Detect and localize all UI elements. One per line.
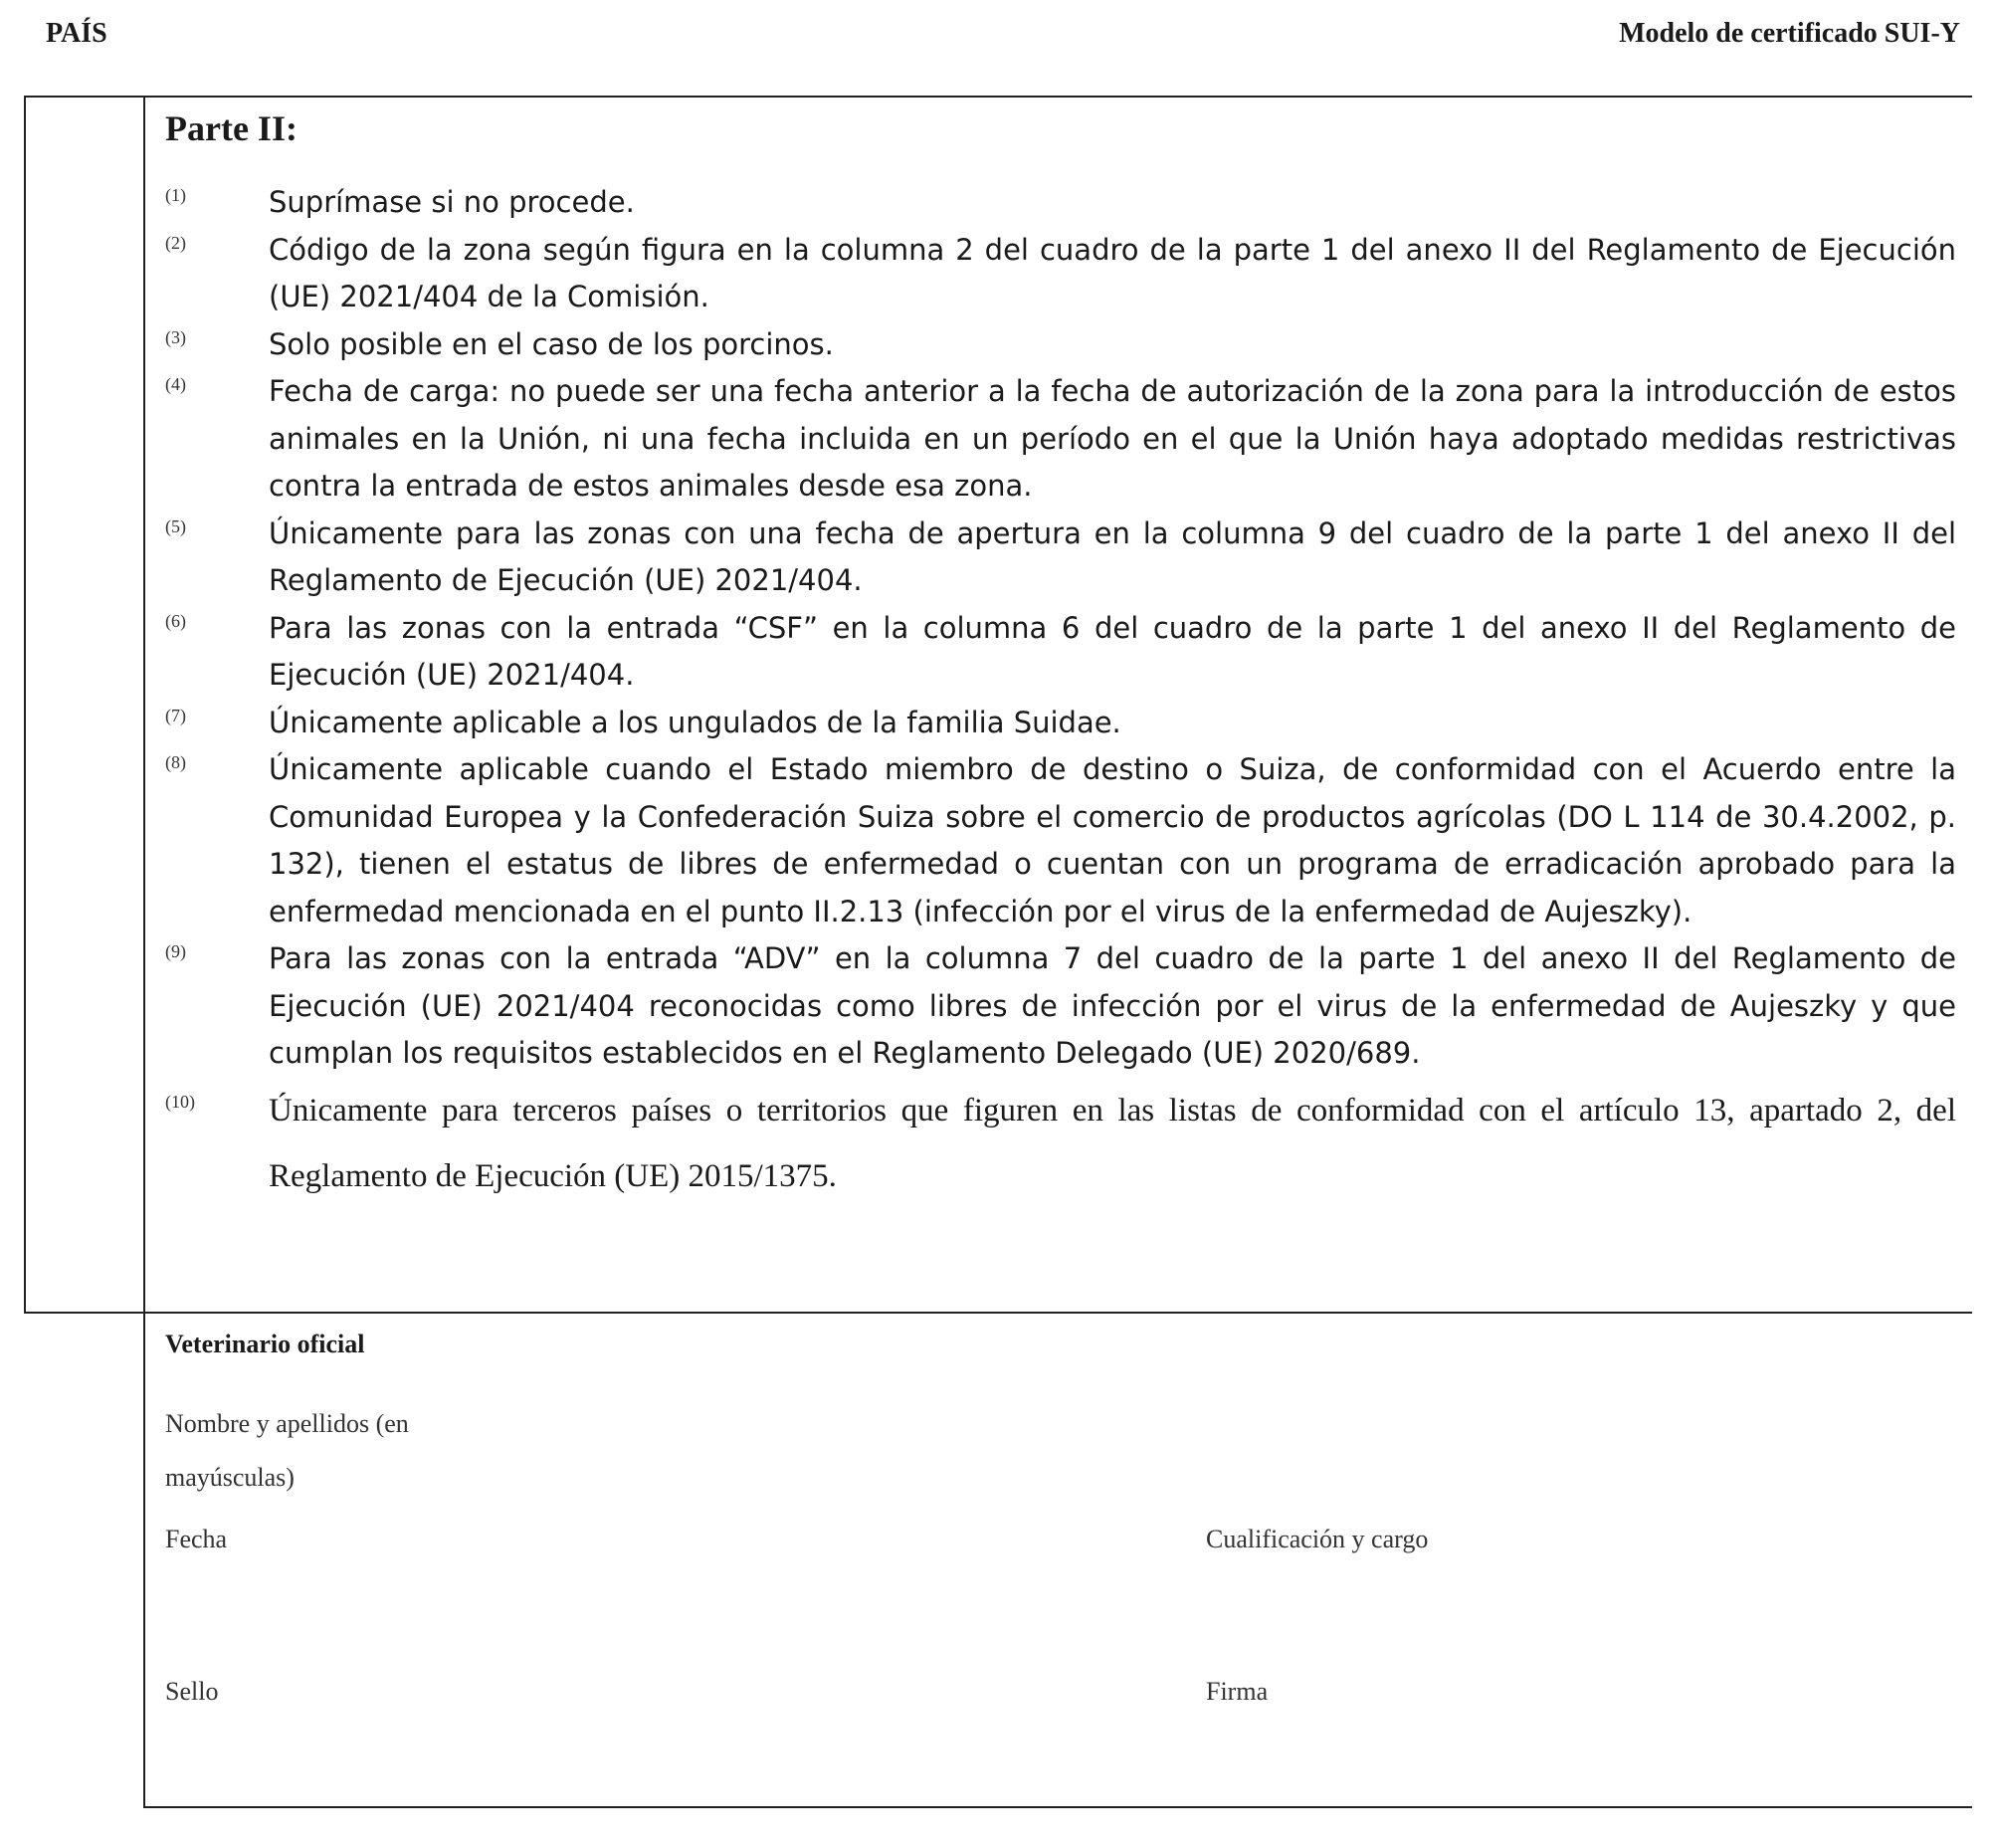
notes-list (165, 179, 1956, 1209)
note-item (165, 368, 1956, 511)
note-text: Para las zonas con la entrada “CSF” en la columna 6 del cuadro de la parte 1 del anexo II del Reglamento de Ejecución (UE) 2021/404. (269, 610, 1956, 692)
country-label: PAÍS (46, 18, 107, 49)
official-vet-frame (143, 1314, 1972, 1808)
note-item (165, 321, 1956, 369)
note-number: (5) (165, 515, 186, 536)
note-number: (3) (165, 326, 186, 347)
note-text: Solo posible en el caso de los porcinos. (269, 326, 834, 361)
note-text: Código de la zona según figura en la columna 2 del cuadro de la parte 1 del anexo II del Reglamento de Ejecución (UE) 2021/404 de la Comisión. (269, 232, 1956, 313)
note-text: Únicamente aplicable a los ungulados de la familia Suidae. (269, 705, 1121, 739)
note-item (165, 935, 1956, 1078)
note-item (165, 605, 1956, 700)
note-text: Únicamente aplicable cuando el Estado miembro de destino o Suiza, de conformidad con el Acuerdo entre la Comunidad Europea y la Confederación Suiza sobre el comercio de productos agrícolas (DO L 114 de 30.4.2002, p. 132), tienen el estatus de libres de enfermedad o cuentan con un programa de erradicación aprobado para la enfermedad mencionada en el punto II.2.13 (infección por el virus de la enfermedad de Aujeszky). (269, 752, 1956, 928)
qualification-label: Cualificación y cargo (1206, 1525, 1429, 1553)
note-item (165, 746, 1956, 935)
part-title: Parte II: (165, 108, 298, 148)
date-label: Fecha (165, 1525, 228, 1553)
note-number: (10) (165, 1091, 195, 1112)
note-text: Únicamente para las zonas con una fecha de apertura en la columna 9 del cuadro de la parte 1 del anexo II del Reglamento de Ejecución (UE) 2021/404. (269, 515, 1956, 597)
note-text: Suprímase si no procede. (269, 185, 635, 219)
official-vet-title: Veterinario oficial (165, 1330, 365, 1358)
note-text: Para las zonas con la entrada “ADV” en la columna 7 del cuadro de la parte 1 del anexo II del Reglamento de Ejecución (UE) 2021/404 reconocidas como libres de infección por el virus de la enfermedad de Aujeszky y que cumplan los requisitos establecidos en el Reglamento Delegado (UE) 2020/689. (269, 941, 1956, 1070)
note-item (165, 1078, 1956, 1209)
note-number: (6) (165, 610, 186, 631)
note-item (165, 700, 1956, 747)
note-item (165, 511, 1956, 605)
stamp-label: Sello (165, 1677, 219, 1706)
note-text: Únicamente para terceros países o territorios que figuren en las listas de conformidad con el artículo 13, apartado 2, del Reglamento de Ejecución (UE) 2015/1375. (269, 1092, 1956, 1194)
note-number: (2) (165, 232, 186, 253)
frame-divider (143, 96, 145, 1314)
note-item (165, 227, 1956, 321)
note-number: (1) (165, 185, 186, 205)
signature-label: Firma (1206, 1677, 1269, 1706)
note-number: (4) (165, 374, 186, 394)
name-label: Nombre y apellidos (en mayúsculas) (165, 1409, 409, 1492)
note-number: (9) (165, 941, 186, 961)
note-number: (8) (165, 752, 186, 772)
note-item (165, 179, 1956, 227)
certificate-model-label: Modelo de certificado SUI-Y (1619, 18, 1960, 49)
note-number: (7) (165, 705, 186, 725)
note-text: Fecha de carga: no puede ser una fecha anterior a la fecha de autorización de la zona para la introducción de estos animales en la Unión, ni una fecha incluida en un período en el que la Unión haya adoptado medidas restrictivas contra la entrada de estos animales desde esa zona. (269, 374, 1956, 503)
